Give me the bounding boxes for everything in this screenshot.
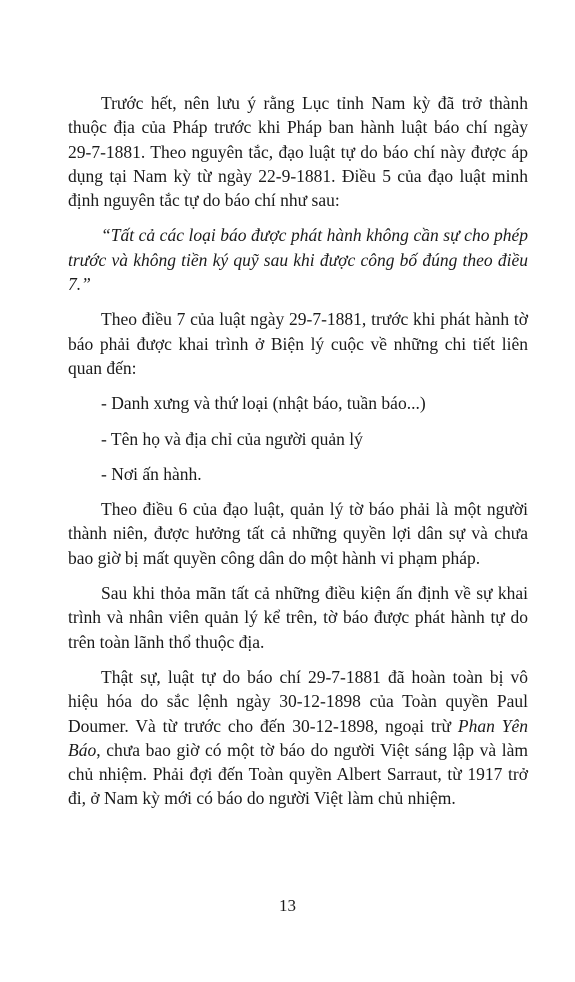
paragraph-decree [68, 665, 528, 811]
newspaper-title: Phan Yên Báo [68, 715, 528, 760]
list-item: - Nơi ấn hành. [101, 463, 202, 484]
paragraph-article-7: Theo điều 7 của luật ngày 29-7-1881, trước khi phát hành tờ báo phải được khai trình ở Biện lý cuộc về những chi tiết liên quan đến: [68, 309, 528, 378]
page-number: 13 [279, 896, 296, 915]
quote-article-5: “Tất cả các loại báo được phát hành không cần sự cho phép trước và không tiền ký quỹ sau khi được công bố đúng theo điều 7.” [68, 225, 528, 295]
decree-text-end: , chưa bao giờ có một tờ báo do người Việt sáng lập và làm chủ nhiệm. Phải đợi đến Toàn quyền Albert Sarraut, từ 1917 trở đi, ở Nam kỳ mới có báo do người Việt làm chủ nhiệm. [68, 739, 528, 809]
paragraph-intro: Trước hết, nên lưu ý rằng Lục tỉnh Nam kỳ đã trở thành thuộc địa của Pháp trước khi Pháp ban hành luật báo chí ngày 29-7-1881. Theo nguyên tắc, đạo luật tự do báo chí này được áp dụng tại Nam kỳ từ ngày 22-9-1881. Điều 5 của đạo luật minh định nguyên tắc tự do báo chí như sau: [68, 93, 528, 211]
paragraph-conditions: Sau khi thỏa mãn tất cả những điều kiện ấn định về sự khai trình và nhân viên quản lý kể trên, tờ báo được phát hành tự do trên toàn lãnh thổ thuộc địa. [68, 583, 528, 652]
list-item: - Tên họ và địa chỉ của người quản lý [101, 428, 363, 449]
page-body [68, 91, 528, 811]
paragraph-article-6: Theo điều 6 của đạo luật, quản lý tờ báo phải là một người thành niên, được hưởng tất cả những quyền lợi dân sự và chưa bao giờ bị mất quyền công dân do một hành vi phạm pháp. [68, 499, 528, 568]
list-item: - Danh xưng và thứ loại (nhật báo, tuần báo...) [101, 393, 426, 414]
decree-text-start: Thật sự, luật tự do báo chí 29-7-1881 đã hoàn toàn bị vô hiệu hóa do sắc lệnh ngày 30-12-1898 của Toàn quyền Paul Doumer. Và từ trước cho đến 30-12-1898, ngoại trừ [68, 666, 528, 736]
